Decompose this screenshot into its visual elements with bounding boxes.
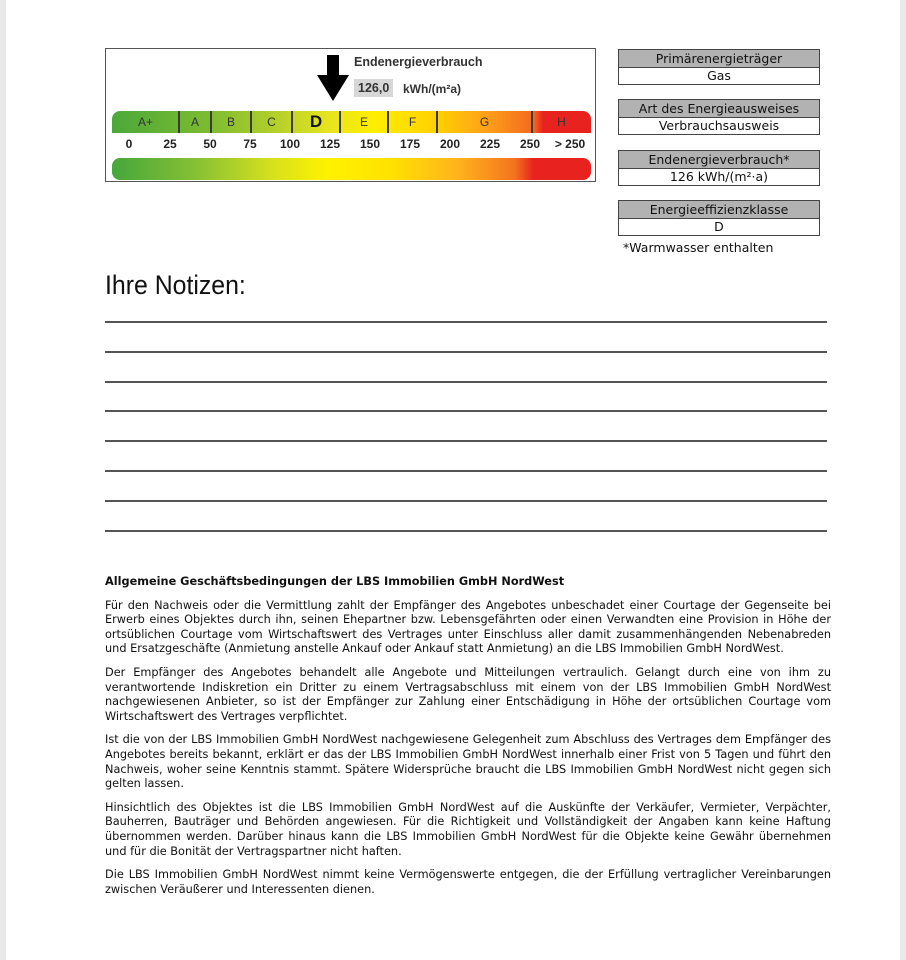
scale-tick-label: > 250 (554, 137, 586, 151)
info-box-primary-energy (618, 49, 820, 85)
energy-class-h: H (557, 115, 566, 129)
scale-tick-label: 50 (203, 137, 217, 151)
terms-paragraph: Der Empfänger des Angebotes behandelt alle Angebote und Mitteilungen vertraulich. Gelangt durch eine von ihm zu verantwortende Indiskretion ein Dritter zu einem Vertragsabschluss mit einem von der LBS Immobilien GmbH NordWest nachgewiesenen Anbieter, so ist der Empfänger zur Zahlung einer Entschädigung in Höhe der ortsüblichen Courtage vom Wirtschaftswert des Vertrages verpflichtet. (105, 665, 831, 723)
info-value: 126 kWh/(m²·a) (619, 169, 819, 185)
notes-title: Ihre Notizen: (105, 270, 246, 300)
arrow-down-icon (317, 55, 349, 101)
scale-tick-label: 175 (399, 137, 421, 151)
class-separator (436, 111, 438, 133)
info-value: D (619, 219, 819, 235)
scale-tick-label: 200 (439, 137, 461, 151)
energy-class-b: B (226, 115, 235, 129)
scale-tick-label: 75 (243, 137, 257, 151)
terms-paragraph: Hinsichtlich des Objektes ist die LBS Immobilien GmbH NordWest auf die Auskünfte der Verkäufer, Vermieter, Verpächter, Bauherren, Bauträger und Behörden angewiesen. Für die Richtigkeit und Vollständigkeit der Angaben kann keine Haftung übernommen werden. Darüber hinaus kann die LBS Immobilien GmbH NordWest für die Objekte keine Gewähr übernehmen und für die Bonität der Vertragspartner nicht haften. (105, 800, 831, 858)
scale-tick-label: 225 (479, 137, 501, 151)
terms-title: Allgemeine Geschäftsbedingungen der LBS Immobilien GmbH NordWest (105, 575, 565, 588)
energy-class-d: D (309, 112, 323, 131)
info-box-final-energy (618, 150, 820, 186)
note-line (105, 381, 827, 383)
class-separator (339, 111, 341, 133)
energy-class-e: E (359, 115, 368, 129)
energy-class-g: G (479, 115, 490, 129)
note-line (105, 440, 827, 442)
indicator-unit: kWh/(m²a) (403, 82, 461, 96)
terms-paragraph: Die LBS Immobilien GmbH NordWest nimmt keine Vermögenswerte entgegen, die der Erfüllung vertraglicher Vereinbarungen zwischen Veräußerer und Interessenten dienen. (105, 868, 831, 896)
info-label: Energieeffizienzklasse (619, 201, 819, 219)
terms-section (105, 575, 831, 906)
info-box-certificate-type (618, 99, 820, 135)
indicator-value: 126,0 (354, 79, 393, 97)
scale-tick-label: 150 (359, 137, 381, 151)
info-label: Art des Energieausweises (619, 100, 819, 118)
info-label: Endenergieverbrauch* (619, 151, 819, 169)
indicator-label: Endenergieverbrauch (354, 55, 483, 69)
scale-tick-label: 250 (519, 137, 541, 151)
note-line (105, 500, 827, 502)
class-bar (112, 111, 591, 133)
energy-class-c: C (267, 115, 276, 129)
scale-tick-label: 125 (319, 137, 341, 151)
energy-class-a-plus: A+ (137, 115, 153, 129)
info-value: Gas (619, 68, 819, 84)
class-separator (291, 111, 293, 133)
class-separator (178, 111, 180, 133)
class-separator (250, 111, 252, 133)
terms-paragraph: Ist die von der LBS Immobilien GmbH NordWest nachgewiesene Gelegenheit zum Abschluss des Vertrages dem Empfänger des Angebotes bereits bekannt, erklärt er das der LBS Immobilien GmbH NordWest innerhalb einer Frist von 5 Tagen und führt den Nachweis, woher seine Kenntnis stammt. Spätere Widersprüche braucht die LBS Immobilien GmbH NordWest nicht gegen sich gelten lassen. (105, 733, 831, 791)
class-separator (531, 111, 533, 133)
tick-row (112, 135, 591, 155)
footnote: *Warmwasser enthalten (623, 240, 774, 255)
class-separator (210, 111, 212, 133)
info-value: Verbrauchsausweis (619, 118, 819, 134)
class-separator (387, 111, 389, 133)
note-line (105, 321, 827, 323)
note-line (105, 410, 827, 412)
note-line (105, 530, 827, 532)
scale-tick-label: 100 (279, 137, 301, 151)
gradient-bar (112, 158, 591, 180)
note-line (105, 470, 827, 472)
energy-class-a: A (190, 115, 199, 129)
info-label: Primärenergieträger (619, 50, 819, 68)
info-box-efficiency-class (618, 200, 820, 236)
terms-paragraph: Für den Nachweis oder die Vermittlung zahlt der Empfänger des Angebotes unbeschadet einer Courtage der Gegenseite bei Erwerb eines Objektes durch ihn, seinen Ehepartner bzw. Lebensgefährten oder einen Verwandten eine Provision in Höhe der ortsüblichen Courtage vom Wirtschaftswert des Vertrages unter Einschluss aller damit zusammenhängenden Nebenabreden und Ersatzgeschäfte (Anmietung anstelle Ankauf oder Ankauf statt Anmietung) an die LBS Immobilien GmbH NordWest. (105, 598, 831, 656)
scale-tick-label: 0 (125, 137, 133, 151)
note-line (105, 351, 827, 353)
energy-scale (105, 48, 596, 182)
scale-tick-label: 25 (163, 137, 177, 151)
document-page (6, 0, 900, 960)
energy-class-f: F (408, 115, 417, 129)
